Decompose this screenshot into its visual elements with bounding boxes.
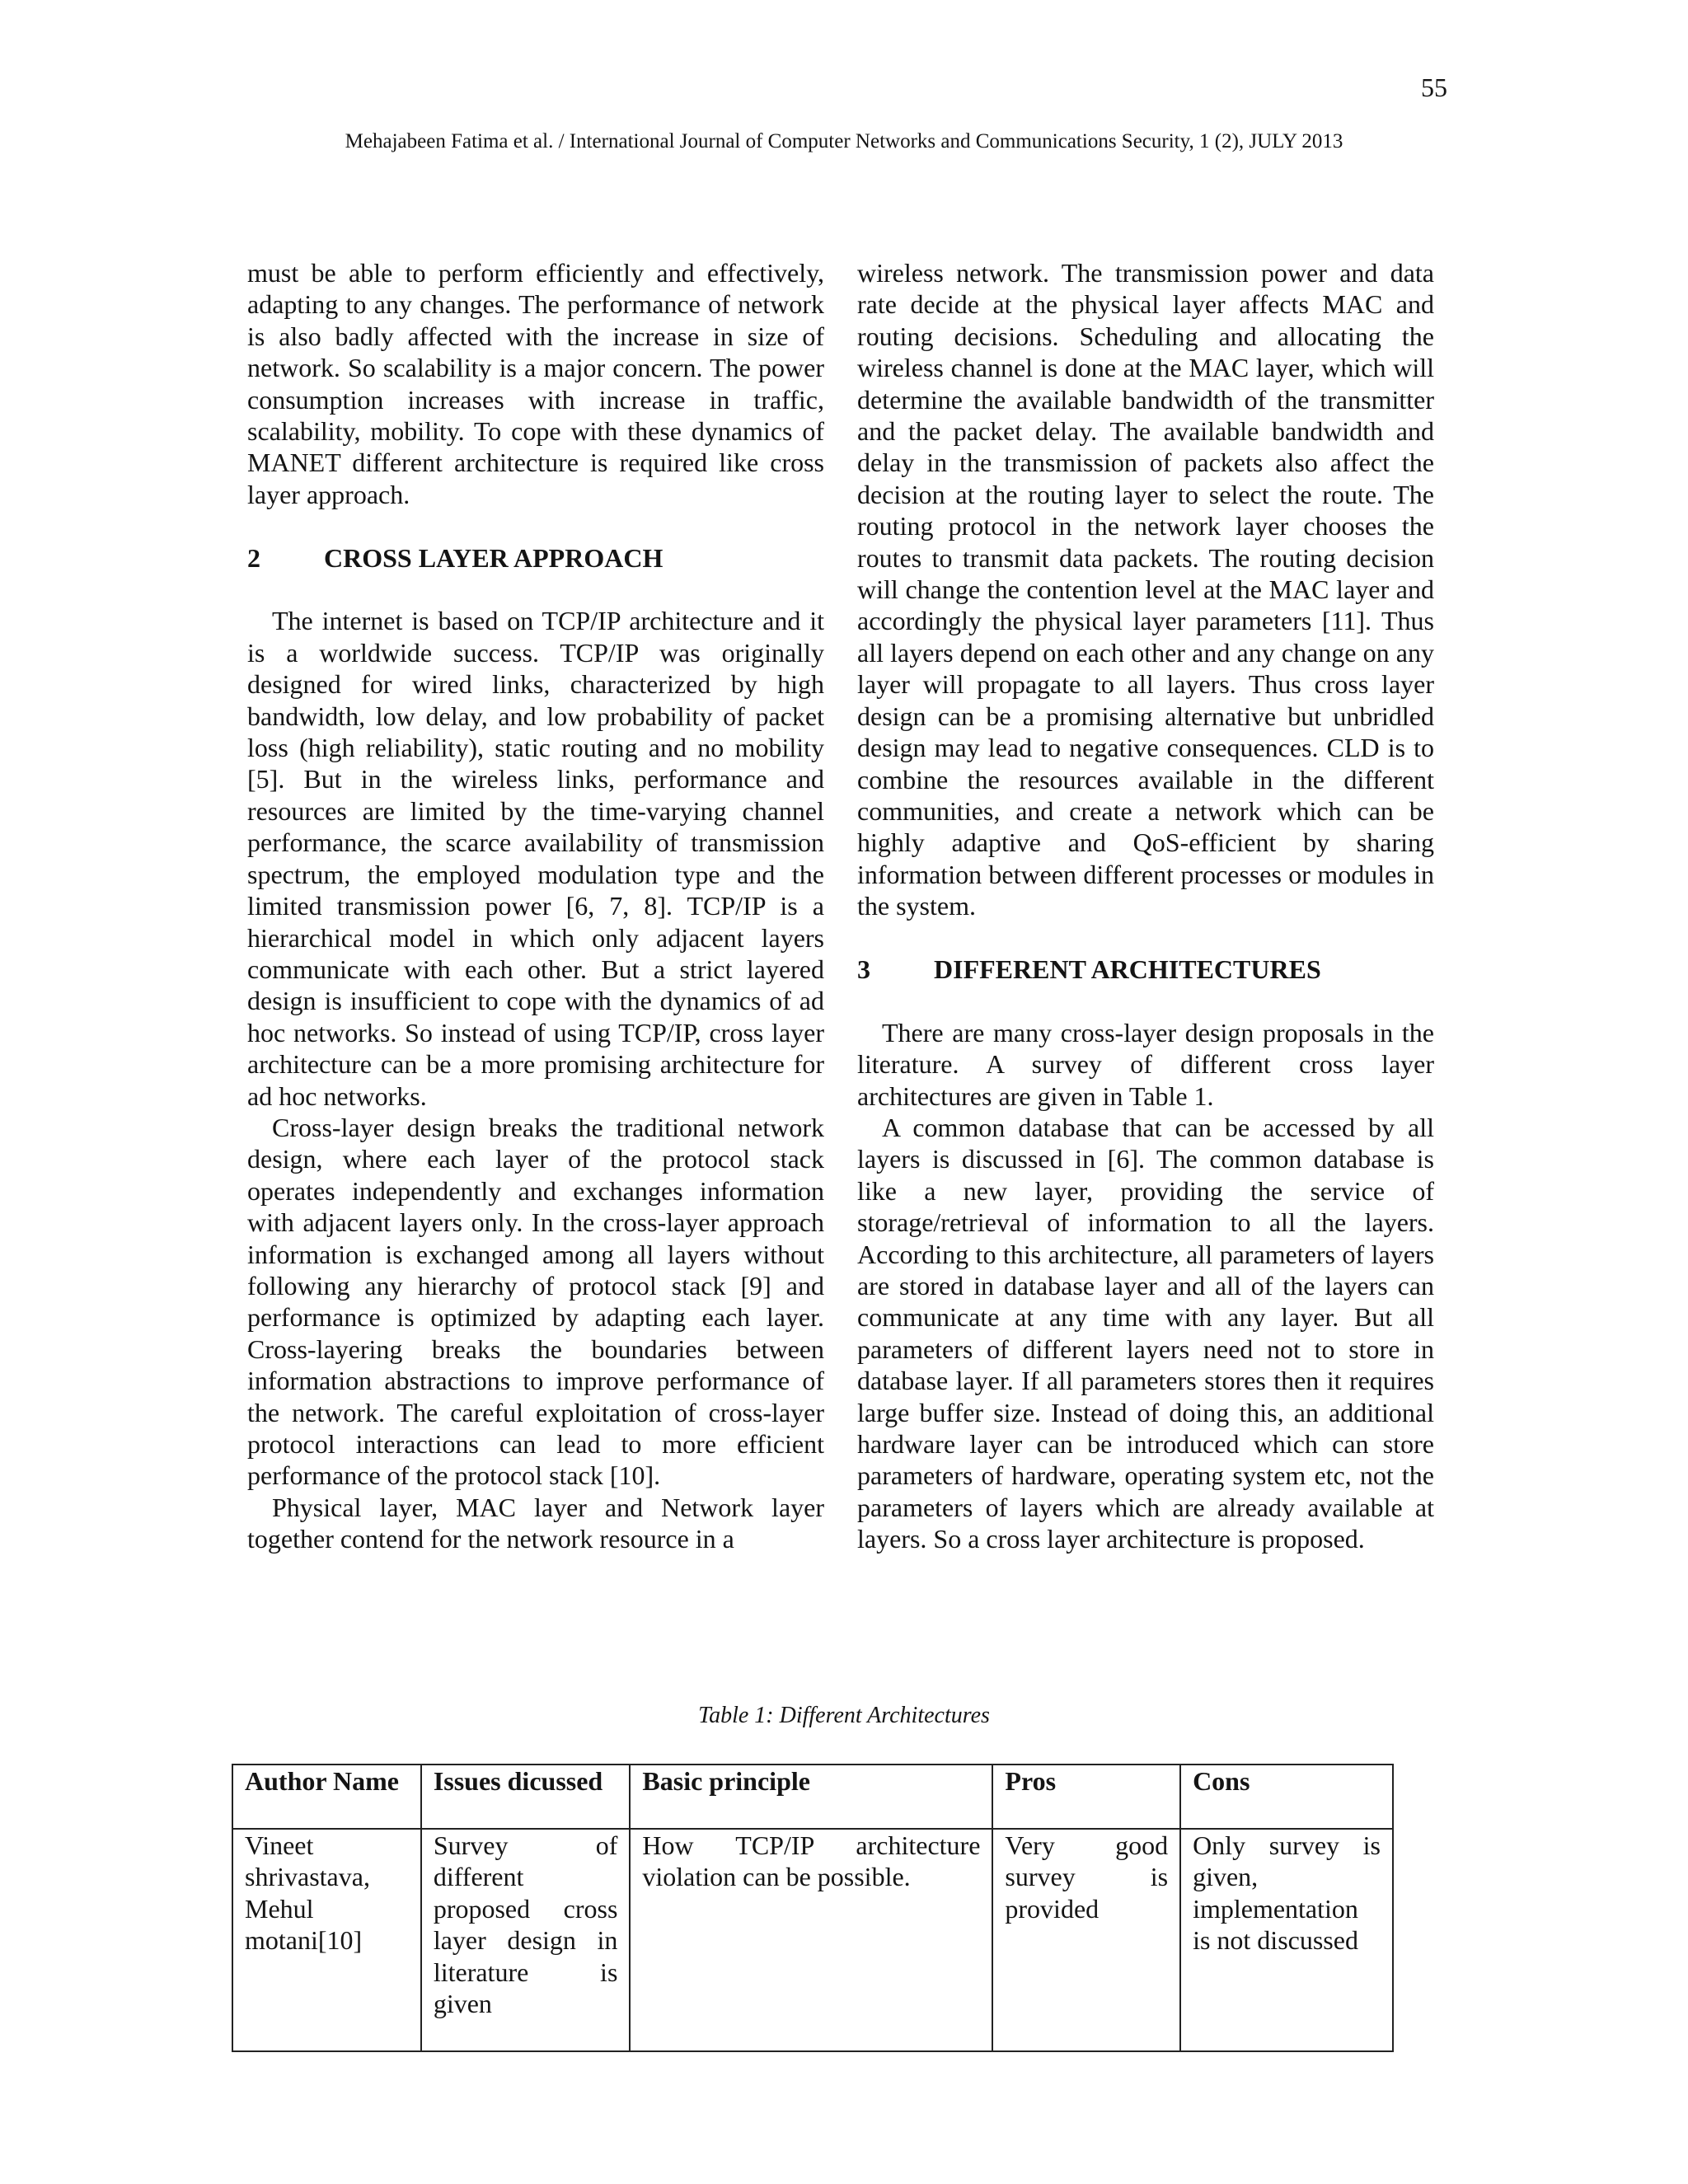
header-pros: Pros [992,1765,1180,1829]
section-3-title: DIFFERENT ARCHITECTURES [934,954,1321,984]
running-header: Mehajabeen Fatima et al. / International Journal of Computer Networks and Communications Security, 1 (2), JULY 2013 [345,130,1343,152]
section-3-paragraph-2: A common database that can be accessed by all layers is discussed in [6]. The common database is like a new layer, providing the service of storage/retrieval of information to all the layers. According to this architecture, all parameters of layers are stored in database layer and all of the layers can communicate at any time with any layer. But all parameters of different layers need not to store in database layer. If all parameters stores then it requires large buffer size. Instead of doing this, an additional hardware layer can be introduced which can store parameters of hardware, operating system etc, not the parameters of layers which are already available at layers. So a cross layer architecture is proposed. [857,1112,1434,1554]
table-row [232,1829,1393,2051]
section-3-paragraph-1: There are many cross-layer design proposals in the literature. A survey of different cross layer architectures are given in Table 1. [857,1017,1434,1111]
continuation-paragraph: wireless network. The transmission power and data rate decide at the physical layer affects MAC and routing decisions. Scheduling and allocating the wireless channel is done at the MAC layer, which will determine the available bandwidth of the transmitter and the packet delay. The available bandwidth and delay in the transmission of packets also affect the decision at the routing layer to select the route. The routing protocol in the network layer chooses the routes to transmit data packets. The routing decision will change the contention level at the MAC layer and accordingly the physical layer parameters [11]. Thus all layers depend on each other and any change on any layer will propagate to all layers. Thus cross layer design can be a promising alternative but unbridled design may lead to negative consequences. CLD is to combine the resources available in the different communities, and create a network which can be highly adaptive and QoS-efficient by sharing information between different processes or modules in the system. [857,258,1434,921]
cell-issues: Survey of different proposed cross layer design in literature is given [421,1829,631,2051]
page-number: 55 [1421,73,1447,102]
intro-paragraph: must be able to perform efficiently and effectively, adapting to any changes. The performance of network is also badly affected with the increase in size of network. So scalability is a major concern. The power consumption increases with increase in traffic, scalability, mobility. To cope with these dynamics of MANET different architecture is required like cross layer approach. [247,258,824,509]
section-2-number: 2 [247,542,260,573]
header-issues-discussed: Issues dicussed [421,1765,631,1829]
section-2-paragraph-3: Physical layer, MAC layer and Network layer together contend for the network resource in a [247,1492,824,1554]
cell-cons: Only survey is given, implementation is not discussed [1180,1829,1393,2051]
table-header-row [232,1765,1393,1829]
header-author-name: Author Name [232,1765,421,1829]
architectures-table [232,1764,1394,2052]
section-2-paragraph-2: Cross-layer design breaks the traditional network design, where each layer of the protocol stack operates independently and exchanges information with adjacent layers only. In the cross-layer approach information is exchanged among all layers without following any hierarchy of protocol stack [9] and performance is optimized by adapting each layer. Cross-layering breaks the boundaries between information abstractions to improve performance of the network. The careful exploitation of cross-layer protocol interactions can lead to more efficient performance of the protocol stack [10]. [247,1112,824,1491]
cell-principle: How TCP/IP architecture violation can be possible. [630,1829,992,2051]
section-3-number: 3 [857,954,870,984]
table-caption: Table 1: Different Architectures [698,1703,990,1728]
cell-author: Vineet shrivastava, Mehul motani[10] [232,1829,421,2051]
section-2-title: CROSS LAYER APPROACH [324,542,663,573]
header-cons: Cons [1180,1765,1393,1829]
cell-pros: Very good survey is provided [992,1829,1180,2051]
right-column [857,257,1434,1555]
section-2-paragraph-1: The internet is based on TCP/IP architecture and it is a worldwide success. TCP/IP was originally designed for wired links, characterized by high bandwidth, low delay, and low probability of packet loss (high reliability), static routing and no mobility [5]. But in the wireless links, performance and resources are limited by the time-varying channel performance, the scarce availability of transmission spectrum, the employed modulation type and the limited transmission power [6, 7, 8]. TCP/IP is a hierarchical model in which only adjacent layers communicate with each other. But a strict layered design is insufficient to cope with the dynamics of ad hoc networks. So instead of using TCP/IP, cross layer architecture can be a more promising architecture for ad hoc networks. [247,606,824,1111]
section-2-heading [247,542,824,574]
section-3-heading [857,954,1434,985]
header-basic-principle: Basic principle [630,1765,992,1829]
left-column [247,257,824,1555]
